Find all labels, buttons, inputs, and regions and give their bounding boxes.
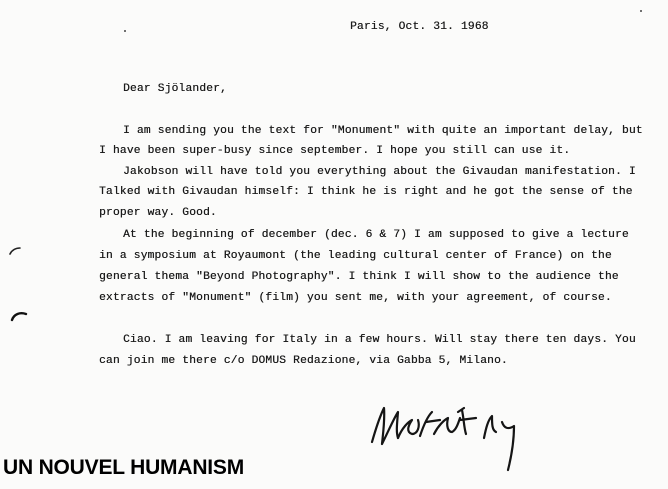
letter-line: I have been super-busy since september. I hope you still can use it. — [99, 145, 571, 157]
speck — [124, 30, 126, 32]
letter-salutation: Dear Sjölander, — [123, 83, 227, 95]
margin-mark — [8, 246, 22, 256]
speck — [640, 10, 642, 12]
letter-line: can join me there c/o DOMUS Redazione, via Gabba 5, Milano. — [99, 355, 508, 367]
letter-line: I am sending you the text for "Monument" with quite an important delay, but — [123, 125, 643, 137]
letter-line: proper way. Good. — [99, 207, 217, 219]
margin-mark — [10, 310, 28, 322]
signature-scrawl — [368, 398, 528, 478]
letter-line: At the beginning of december (dec. 6 & 7) I am supposed to give a lecture — [123, 229, 629, 241]
letter-line: in a symposium at Royaumont (the leading cultural center of France) on the — [99, 250, 612, 262]
letter-date: Paris, Oct. 31. 1968 — [350, 21, 489, 33]
letter-line: general thema "Beyond Photography". I think I will show to the audience the — [99, 271, 619, 283]
letter-line: extracts of "Monument" (film) you sent me, with your agreement, of course. — [99, 292, 612, 304]
letter-line: Talked with Givaudan himself: I think he is right and he got the sense of the — [99, 186, 633, 198]
caption-text: UN NOUVEL HUMANISM — [3, 456, 245, 479]
letter-line: Jakobson will have told you everything about the Givaudan manifestation. I — [123, 166, 636, 178]
letter-line: Ciao. I am leaving for Italy in a few hours. Will stay there ten days. You — [123, 334, 636, 346]
